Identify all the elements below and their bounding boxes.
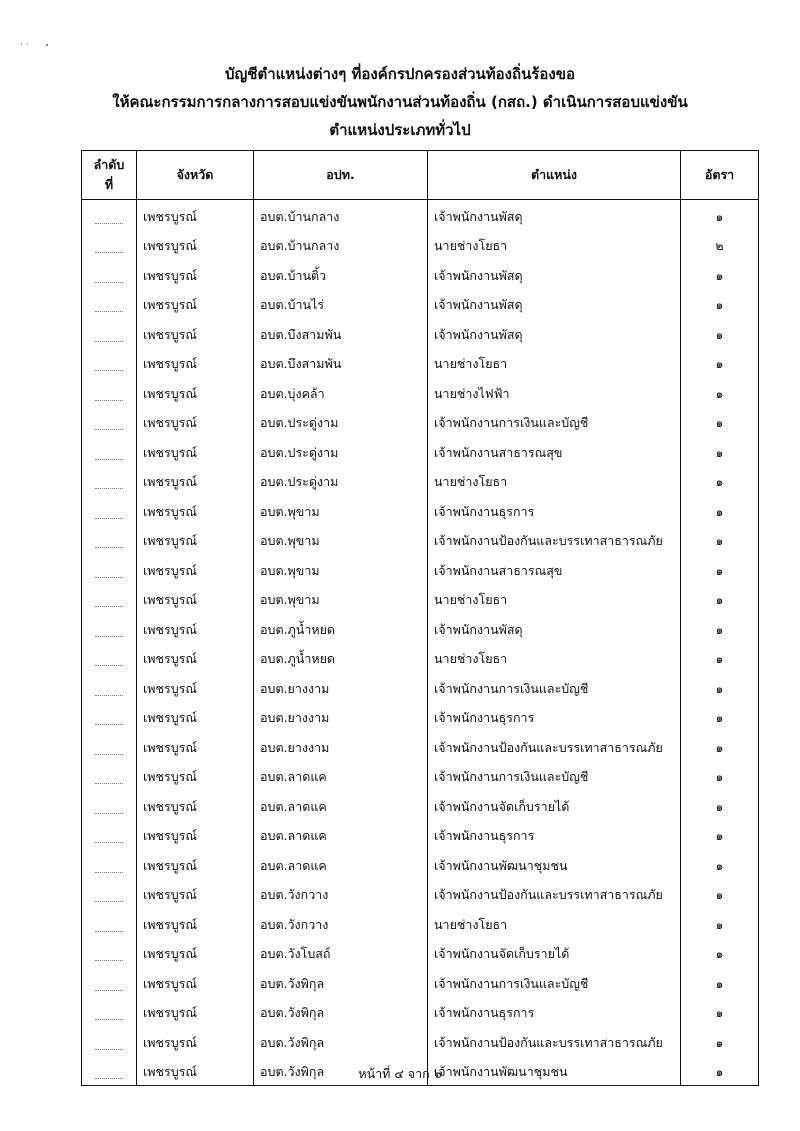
cell-org: อบต.พุขาม — [254, 525, 428, 555]
cell-province: เพชรบูรณ์ — [137, 790, 254, 820]
cell-province: เพชรบูรณ์ — [137, 348, 254, 378]
cell-org: อบต.วังพิกุล — [254, 967, 428, 997]
cell-rate: ๑ — [681, 495, 759, 525]
cell-rate: ๑ — [681, 1056, 759, 1086]
cell-rate: ๑ — [681, 584, 759, 614]
table-row — [82, 849, 759, 879]
cell-org: อบต.ประดู่งาม — [254, 407, 428, 437]
cell-rate: ๑ — [681, 407, 759, 437]
cell-province: เพชรบูรณ์ — [137, 997, 254, 1027]
cell-order-no — [82, 525, 137, 555]
cell-org: อบต.วังพิกุล — [254, 1056, 428, 1086]
cell-rate: ๑ — [681, 259, 759, 289]
cell-order-no — [82, 495, 137, 525]
blank-line — [95, 803, 123, 814]
table-row — [82, 938, 759, 968]
table-row — [82, 820, 759, 850]
cell-rate: ๑ — [681, 967, 759, 997]
cell-position: นายช่างโยธา — [428, 230, 681, 260]
cell-province: เพชรบูรณ์ — [137, 908, 254, 938]
table-row — [82, 348, 759, 378]
cell-rate: ๑ — [681, 849, 759, 879]
cell-order-no — [82, 849, 137, 879]
blank-line — [95, 744, 123, 755]
table-row — [82, 643, 759, 673]
cell-position: เจ้าพนักงานป้องกันและบรรเทาสาธารณภัย — [428, 1026, 681, 1056]
cell-order-no — [82, 997, 137, 1027]
cell-order-no — [82, 584, 137, 614]
cell-order-no — [82, 938, 137, 968]
cell-position: เจ้าพนักงานการเงินและบัญชี — [428, 672, 681, 702]
cell-province: เพชรบูรณ์ — [137, 200, 254, 230]
table-row — [82, 230, 759, 260]
cell-position: เจ้าพนักงานสาธารณสุข — [428, 554, 681, 584]
cell-order-no — [82, 820, 137, 850]
cell-province: เพชรบูรณ์ — [137, 584, 254, 614]
cell-province: เพชรบูรณ์ — [137, 230, 254, 260]
cell-province: เพชรบูรณ์ — [137, 849, 254, 879]
cell-org: อบต.ลาดแค — [254, 790, 428, 820]
table-row — [82, 200, 759, 230]
cell-rate: ๑ — [681, 790, 759, 820]
table-row — [82, 289, 759, 319]
blank-line — [95, 773, 123, 784]
header-order-no — [82, 151, 137, 200]
cell-province: เพชรบูรณ์ — [137, 1056, 254, 1086]
cell-org: อบต.ภูน้ำหยด — [254, 613, 428, 643]
cell-order-no — [82, 436, 137, 466]
header-order-no-line2: ที่ — [104, 177, 114, 192]
cell-org: อบต.ยางงาม — [254, 731, 428, 761]
cell-org: อบต.ลาดแค — [254, 849, 428, 879]
cell-position: เจ้าพนักงานป้องกันและบรรเทาสาธารณภัย — [428, 525, 681, 555]
table-row — [82, 967, 759, 997]
cell-org: อบต.บึงสามพัน — [254, 348, 428, 378]
cell-org: อบต.พุขาม — [254, 554, 428, 584]
cell-org: อบต.วังโบสถ์ — [254, 938, 428, 968]
cell-rate: ๑ — [681, 525, 759, 555]
cell-province: เพชรบูรณ์ — [137, 761, 254, 791]
cell-order-no — [82, 908, 137, 938]
blank-line — [95, 950, 123, 961]
cell-rate: ๑ — [681, 702, 759, 732]
cell-position: เจ้าพนักงานพัฒนาชุมชน — [428, 1056, 681, 1086]
cell-org: อบต.วังพิกุล — [254, 997, 428, 1027]
blank-line — [95, 980, 123, 991]
cell-province: เพชรบูรณ์ — [137, 495, 254, 525]
blank-line — [95, 891, 123, 902]
table-row — [82, 259, 759, 289]
cell-position: เจ้าพนักงานจัดเก็บรายได้ — [428, 938, 681, 968]
header-org: อปท. — [254, 151, 428, 200]
cell-order-no — [82, 643, 137, 673]
cell-position: เจ้าพนักงานจัดเก็บรายได้ — [428, 790, 681, 820]
cell-rate: ๑ — [681, 348, 759, 378]
cell-order-no — [82, 672, 137, 702]
cell-province: เพชรบูรณ์ — [137, 259, 254, 289]
blank-line — [95, 390, 123, 401]
cell-order-no — [82, 554, 137, 584]
cell-rate: ๑ — [681, 613, 759, 643]
cell-position: เจ้าพนักงานธุรการ — [428, 702, 681, 732]
cell-org: อบต.วังกวาง — [254, 908, 428, 938]
cell-position: เจ้าพนักงานธุรการ — [428, 820, 681, 850]
cell-province: เพชรบูรณ์ — [137, 377, 254, 407]
cell-province: เพชรบูรณ์ — [137, 318, 254, 348]
cell-position: เจ้าพนักงานพัสดุ — [428, 318, 681, 348]
blank-line — [95, 508, 123, 519]
cell-org: อบต.ภูน้ำหยด — [254, 643, 428, 673]
cell-rate: ๑ — [681, 820, 759, 850]
cell-rate: ๑ — [681, 761, 759, 791]
cell-province: เพชรบูรณ์ — [137, 554, 254, 584]
blank-line — [95, 1009, 123, 1020]
table-row — [82, 436, 759, 466]
cell-province: เพชรบูรณ์ — [137, 407, 254, 437]
cell-order-no — [82, 259, 137, 289]
cell-order-no — [82, 790, 137, 820]
cell-rate: ๑ — [681, 466, 759, 496]
cell-rate: ๑ — [681, 436, 759, 466]
blank-line — [95, 449, 123, 460]
table-row — [82, 554, 759, 584]
blank-line — [95, 714, 123, 725]
blank-line — [95, 537, 123, 548]
cell-province: เพชรบูรณ์ — [137, 613, 254, 643]
title-line-2: ให้คณะกรรมการกลางการสอบแข่งขันพนักงานส่วนท้องถิ่น (กสถ.) ดำเนินการสอบแข่งขัน — [112, 93, 688, 111]
cell-order-no — [82, 377, 137, 407]
title-line-3: ตำแหน่งประเภททั่วไป — [329, 121, 471, 139]
table-row — [82, 584, 759, 614]
cell-order-no — [82, 318, 137, 348]
blank-line — [95, 832, 123, 843]
table-row — [82, 997, 759, 1027]
cell-province: เพชรบูรณ์ — [137, 702, 254, 732]
cell-org: อบต.ลาดแค — [254, 761, 428, 791]
title-line-1: บัญชีตำแหน่งต่างๆ ที่องค์กรปกครองส่วนท้องถิ่นร้องขอ — [224, 65, 575, 83]
cell-org: อบต.บุ่งคล้า — [254, 377, 428, 407]
cell-order-no — [82, 348, 137, 378]
table-row — [82, 1026, 759, 1056]
page-number: หน้าที่ ๔ จาก ๖ — [358, 1066, 442, 1081]
cell-org: อบต.บ้านติ้ว — [254, 259, 428, 289]
cell-rate: ๑ — [681, 731, 759, 761]
cell-position: เจ้าพนักงานป้องกันและบรรเทาสาธารณภัย — [428, 879, 681, 909]
cell-position: นายช่างโยธา — [428, 584, 681, 614]
positions-table — [81, 150, 759, 1086]
cell-province: เพชรบูรณ์ — [137, 525, 254, 555]
blank-line — [95, 478, 123, 489]
table-row — [82, 908, 759, 938]
cell-province: เพชรบูรณ์ — [137, 820, 254, 850]
table-header-row — [82, 151, 759, 200]
table-row — [82, 495, 759, 525]
cell-rate: ๑ — [681, 200, 759, 230]
cell-rate: ๑ — [681, 879, 759, 909]
header-order-no-line1: ลำดับ — [93, 157, 125, 172]
cell-position: นายช่างโยธา — [428, 466, 681, 496]
cell-org: อบต.บ้านไร่ — [254, 289, 428, 319]
cell-org: อบต.ลาดแค — [254, 820, 428, 850]
cell-order-no — [82, 289, 137, 319]
cell-position: เจ้าพนักงานพัสดุ — [428, 259, 681, 289]
cell-org: อบต.บ้านกลาง — [254, 200, 428, 230]
blank-line — [95, 567, 123, 578]
cell-order-no — [82, 613, 137, 643]
cell-order-no — [82, 230, 137, 260]
cell-position: นายช่างโยธา — [428, 908, 681, 938]
cell-order-no — [82, 702, 137, 732]
blank-line — [95, 862, 123, 873]
blank-line — [95, 272, 123, 283]
cell-rate: ๑ — [681, 672, 759, 702]
table-row — [82, 702, 759, 732]
table-row — [82, 672, 759, 702]
header-rate: อัตรา — [681, 151, 759, 200]
cell-order-no — [82, 879, 137, 909]
cell-order-no — [82, 761, 137, 791]
cell-position: เจ้าพนักงานพัสดุ — [428, 200, 681, 230]
blank-line — [95, 921, 123, 932]
cell-position: เจ้าพนักงานพัฒนาชุมชน — [428, 849, 681, 879]
cell-order-no — [82, 967, 137, 997]
blank-line — [95, 242, 123, 253]
cell-order-no — [82, 731, 137, 761]
scan-speck: · · — [20, 40, 29, 50]
cell-rate: ๑ — [681, 643, 759, 673]
cell-rate: ๑ — [681, 318, 759, 348]
cell-position: เจ้าพนักงานพัสดุ — [428, 289, 681, 319]
scan-speck — [46, 44, 48, 46]
cell-province: เพชรบูรณ์ — [137, 1026, 254, 1056]
cell-order-no — [82, 466, 137, 496]
cell-rate: ๑ — [681, 377, 759, 407]
cell-province: เพชรบูรณ์ — [137, 436, 254, 466]
cell-position: เจ้าพนักงานป้องกันและบรรเทาสาธารณภัย — [428, 731, 681, 761]
blank-line — [95, 1039, 123, 1050]
cell-rate: ๑ — [681, 938, 759, 968]
header-province: จังหวัด — [137, 151, 254, 200]
cell-position: เจ้าพนักงานการเงินและบัญชี — [428, 967, 681, 997]
header-position: ตำแหน่ง — [428, 151, 681, 200]
cell-province: เพชรบูรณ์ — [137, 643, 254, 673]
cell-position: เจ้าพนักงานสาธารณสุข — [428, 436, 681, 466]
cell-position: นายช่างไฟฟ้า — [428, 377, 681, 407]
cell-province: เพชรบูรณ์ — [137, 289, 254, 319]
cell-province: เพชรบูรณ์ — [137, 967, 254, 997]
cell-position: นายช่างโยธา — [428, 348, 681, 378]
cell-org: อบต.ประดู่งาม — [254, 436, 428, 466]
blank-line — [95, 331, 123, 342]
cell-org: อบต.บ้านกลาง — [254, 230, 428, 260]
cell-org: อบต.ประดู่งาม — [254, 466, 428, 496]
cell-rate: ๑ — [681, 997, 759, 1027]
blank-line — [95, 301, 123, 312]
blank-line — [95, 213, 123, 224]
cell-rate: ๑ — [681, 554, 759, 584]
cell-org: อบต.บึงสามพัน — [254, 318, 428, 348]
cell-province: เพชรบูรณ์ — [137, 466, 254, 496]
blank-line — [95, 626, 123, 637]
cell-org: อบต.วังกวาง — [254, 879, 428, 909]
cell-rate: ๑ — [681, 908, 759, 938]
cell-province: เพชรบูรณ์ — [137, 672, 254, 702]
cell-order-no — [82, 200, 137, 230]
cell-province: เพชรบูรณ์ — [137, 731, 254, 761]
table-row — [82, 879, 759, 909]
table-row — [82, 407, 759, 437]
blank-line — [95, 419, 123, 430]
cell-org: อบต.วังพิกุล — [254, 1026, 428, 1056]
blank-line — [95, 596, 123, 607]
table-row — [82, 731, 759, 761]
blank-line — [95, 655, 123, 666]
cell-position: เจ้าพนักงานการเงินและบัญชี — [428, 761, 681, 791]
table-row — [82, 761, 759, 791]
cell-org: อบต.พุขาม — [254, 495, 428, 525]
cell-rate: ๒ — [681, 230, 759, 260]
blank-line — [95, 685, 123, 696]
table-row — [82, 613, 759, 643]
cell-order-no — [82, 407, 137, 437]
cell-position: เจ้าพนักงานธุรการ — [428, 495, 681, 525]
cell-position: นายช่างโยธา — [428, 643, 681, 673]
cell-province: เพชรบูรณ์ — [137, 879, 254, 909]
cell-org: อบต.พุขาม — [254, 584, 428, 614]
cell-province: เพชรบูรณ์ — [137, 938, 254, 968]
cell-org: อบต.ยางงาม — [254, 702, 428, 732]
cell-rate: ๑ — [681, 1026, 759, 1056]
table-row — [82, 790, 759, 820]
cell-position: เจ้าพนักงานการเงินและบัญชี — [428, 407, 681, 437]
cell-rate: ๑ — [681, 289, 759, 319]
table-row — [82, 377, 759, 407]
table-row — [82, 466, 759, 496]
blank-line — [95, 360, 123, 371]
cell-org: อบต.ยางงาม — [254, 672, 428, 702]
cell-position: เจ้าพนักงานธุรการ — [428, 997, 681, 1027]
cell-order-no — [82, 1026, 137, 1056]
table-row — [82, 525, 759, 555]
table-row — [82, 318, 759, 348]
cell-position: เจ้าพนักงานพัสดุ — [428, 613, 681, 643]
